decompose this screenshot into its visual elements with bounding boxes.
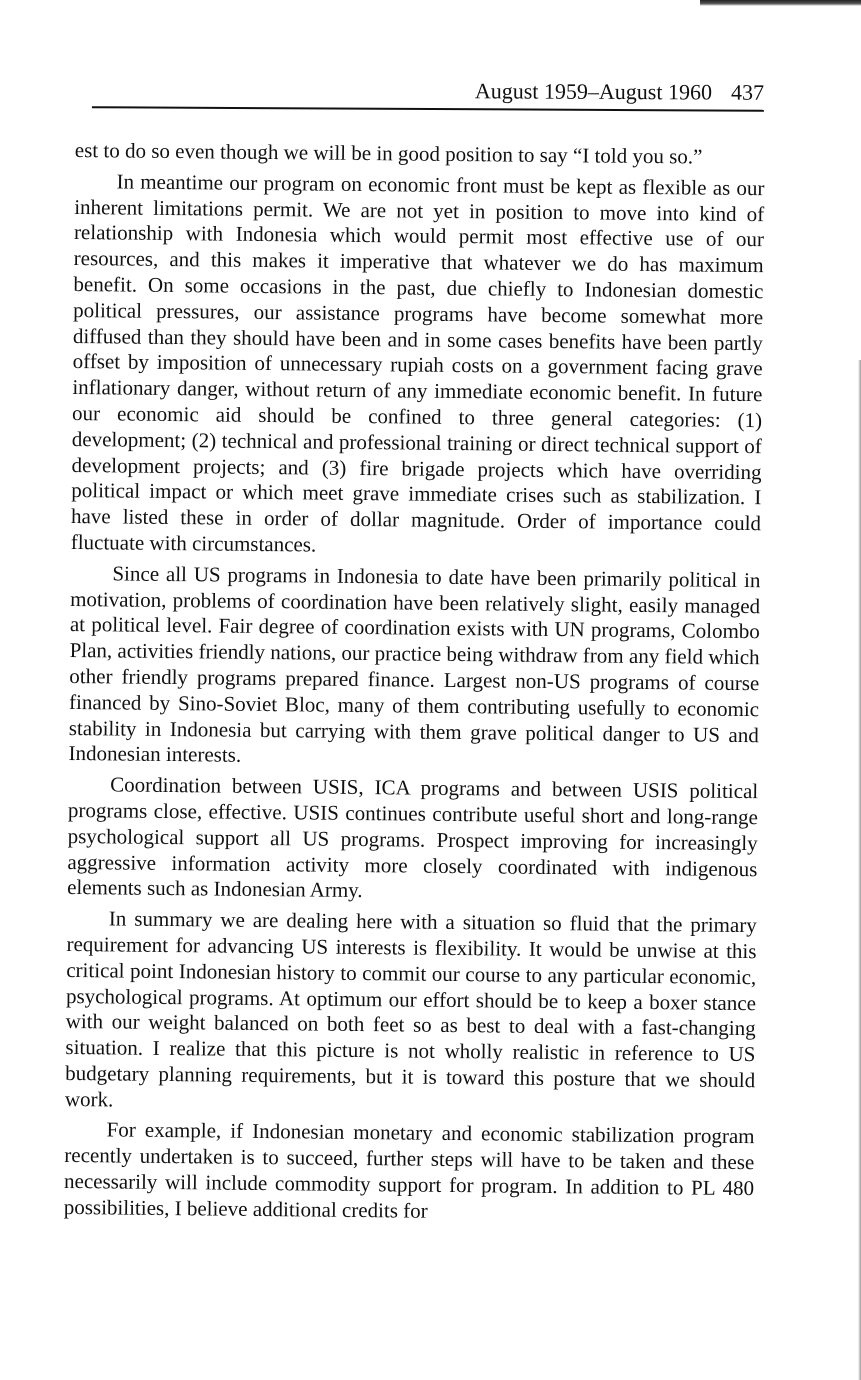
paragraph: In meantime our program on economic front must be kept as flexible as our inherent limitations permit. We are not yet in position to move into kind of relationship with Indonesia which would permit most effective use of our resources, and this makes it imperative that whatever we do has maximum benefit. On some occasions in the past, due chiefly to Indonesian domestic political pressures, our assistance programs have become somewhat more diffused than they should have been and in some cases benefits have been partly offset by imposition of unnecessary rupiah costs on a government facing grave inflationary danger, without return of any immediate economic benefit. In future our economic aid should be confined to three general categories: (1) development; (2) technical and professional training or direct technical support of development projects; and (3) fire brigade projects which have overriding political impact or which meet grave immediate crises such as stabilization. I have listed these in order of dollar magnitude. Order of importance could fluctuate with circumstances. [70, 169, 765, 557]
paragraph: In summary we are dealing here with a situation so fluid that the primary requirement for advancing US interests is flexibility. It would be unwise at this critical point Indonesian history to commit our course to any particular economic, psychological programs. At optimum our effort should be to keep a boxer stance with our weight balanced on both feet so as best to deal with a fast-changing situation. I realize that this picture is not wholly realistic in reference to US budgetary planning requirements, but it is toward this posture that we should work. [64, 906, 757, 1112]
page-header [92, 76, 764, 112]
page-edge-shadow [700, 0, 861, 6]
paragraph: Coordination between USIS, ICA programs and between USIS political programs close, effective. USIS continues contribute useful short and long-range psychological support all US programs. Prospect improving for increasingly aggressive information activity more closely coordinated with indigenous elements such as Indonesian Army. [67, 772, 759, 903]
paragraph: Since all US programs in Indonesia to date have been primarily political in motivation, problems of coordination have been relatively slight, easily managed at political level. Fair degree of coordination exists with UN programs, Colombo Plan, activities friendly nations, our practice being withdraw from any field which other friendly programs prepared finance. Largest non-US programs of course financed by Sino-Soviet Bloc, many of them contributing usefully to economic stability in Indonesia but carrying with them grave political danger to US and Indonesian interests. [68, 561, 761, 768]
running-head: August 1959–August 1960 [474, 78, 713, 105]
page-number: 437 [730, 79, 765, 105]
body-text [64, 138, 765, 1233]
paragraph: For example, if Indonesian monetary and economic stabilization program recently undertaken is to succeed, further steps will have to be taken and these necessarily will include commodity support for program. In addition to PL 480 possibilities, I believe additional credits for [63, 1117, 755, 1223]
paragraph: est to do so even though we will be in good position to say “I told you so.” [74, 138, 703, 169]
